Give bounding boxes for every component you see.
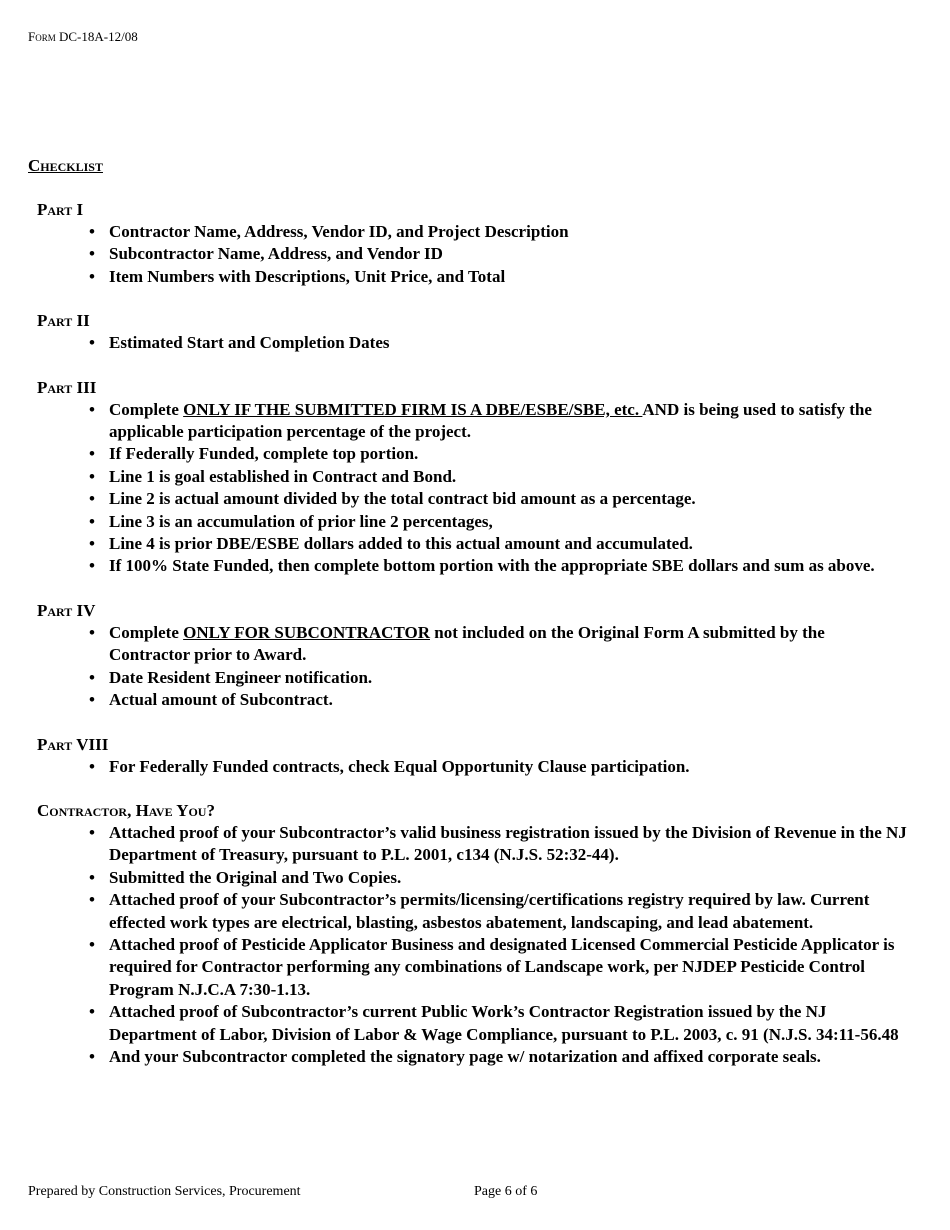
checklist-list [0, 822, 950, 1068]
item-text: For Federally Funded contracts, check Equal Opportunity Clause participation. [109, 756, 690, 776]
emphasis-text: ONLY FOR SUBCONTRACTOR [183, 622, 430, 642]
item-text: Date Resident Engineer notification. [109, 667, 373, 687]
checklist-item [89, 1001, 909, 1046]
emphasis-text: ONLY IF THE SUBMITTED FIRM IS A DBE/ESBE/SBE, etc. [183, 399, 643, 419]
bullet-icon: • [89, 867, 95, 887]
item-text: Attached proof of your Subcontractor’s valid business registration issued by the Division of Revenue in the NJ Department of Treasury, pursuant to P.L. 2001, c134 (N.J.S. 52:32-44). [109, 822, 907, 865]
checklist-item [89, 332, 909, 354]
form-id: Form DC-18A-12/08 [28, 29, 138, 44]
bullet-icon: • [89, 399, 95, 419]
section-title: Part II [37, 311, 90, 331]
footer-prepared-by: Prepared by Construction Services, Procurement [28, 1184, 301, 1199]
bullet-icon: • [89, 934, 95, 954]
footer-page-number: Page 6 of 6 [474, 1184, 538, 1199]
bullet-icon: • [89, 890, 95, 910]
item-text: And your Subcontractor completed the signatory page w/ notarization and affixed corporate seals. [109, 1046, 821, 1066]
section-title: Contractor, Have You? [37, 800, 215, 820]
section-4 [0, 600, 950, 712]
section-5 [0, 734, 950, 778]
section-3 [0, 377, 950, 578]
item-text: not included on the Original Form A submitted by the Contractor prior to Award. [109, 622, 825, 665]
checklist-sections [0, 199, 950, 1090]
bullet-icon: • [89, 1046, 95, 1066]
checklist-item [89, 466, 909, 488]
item-text: Subcontractor Name, Address, and Vendor ID [109, 244, 443, 264]
checklist-item [89, 243, 909, 265]
bullet-icon: • [89, 511, 95, 531]
section-title: Part III [37, 377, 97, 397]
checklist-item [89, 533, 909, 555]
bullet-icon: • [89, 444, 95, 464]
section-1 [0, 199, 950, 288]
bullet-icon: • [89, 1002, 95, 1022]
checklist-item [89, 667, 909, 689]
checklist-item [89, 822, 909, 867]
bullet-icon: • [89, 556, 95, 576]
checklist-item [89, 266, 909, 288]
bullet-icon: • [89, 690, 95, 710]
checklist-item [89, 622, 909, 667]
item-text: Submitted the Original and Two Copies. [109, 867, 402, 887]
item-text: Line 4 is prior DBE/ESBE dollars added to this actual amount and accumulated. [109, 534, 693, 554]
checklist-item [89, 889, 909, 934]
checklist-item [89, 934, 909, 1001]
checklist-item [89, 511, 909, 533]
section-title: Part VIII [37, 734, 109, 754]
checklist-list [0, 622, 950, 712]
item-text: Attached proof of your Subcontractor’s permits/licensing/certifications registry required by law. Current effected work types are electrical, blasting, asbestos abatement, landscaping, and lead abatement. [109, 890, 870, 932]
bullet-icon: • [89, 489, 95, 509]
item-text: Line 3 is an accumulation of prior line 2 percentages, [109, 511, 493, 531]
section-2 [0, 310, 950, 354]
bullet-icon: • [89, 466, 95, 486]
item-text: Attached proof of Subcontractor’s current Public Work’s Contractor Registration issued by the NJ Department of Labor, Division of Labor & Wage Compliance, pursuant to P.L. 2003, c. 91 (N.J.S. 34:11-56.48 [109, 1002, 899, 1044]
bullet-icon: • [89, 622, 95, 642]
bullet-icon: • [89, 266, 95, 286]
bullet-icon: • [89, 822, 95, 842]
bullet-icon: • [89, 534, 95, 554]
bullet-icon: • [89, 333, 95, 353]
checklist-item [89, 443, 909, 465]
section-title: Part I [37, 200, 84, 219]
item-text: Line 1 is goal established in Contract and Bond. [109, 466, 457, 486]
item-text: Contractor Name, Address, Vendor ID, and Project Description [109, 222, 569, 241]
checklist-item [89, 1046, 909, 1068]
checklist-list [0, 756, 950, 778]
item-text: If Federally Funded, complete top portion. [109, 444, 419, 464]
checklist-list [0, 332, 950, 354]
section-title: Part IV [37, 600, 96, 620]
checklist-list [0, 399, 950, 578]
checklist-item [89, 689, 909, 711]
item-text: AND is being used to satisfy the applicable participation percentage of the project. [109, 399, 872, 442]
checklist-item [89, 488, 909, 510]
item-text: Estimated Start and Completion Dates [109, 333, 390, 353]
item-text: Line 2 is actual amount divided by the total contract bid amount as a percentage. [109, 489, 696, 509]
checklist-list [0, 221, 950, 288]
bullet-icon: • [89, 244, 95, 264]
item-text: Actual amount of Subcontract. [109, 690, 333, 710]
checklist-item [89, 555, 909, 577]
section-6 [0, 800, 950, 1068]
page-title: Checklist [28, 156, 103, 175]
bullet-icon: • [89, 222, 95, 241]
item-text: If 100% State Funded, then complete bottom portion with the appropriate SBE dollars and sum as above. [109, 556, 875, 576]
item-text: Attached proof of Pesticide Applicator Business and designated Licensed Commercial Pesticide Applicator is required for Contractor performing any combinations of Landscape work, per NJDEP Pesticide Control Program N.J.C.A 7:30-1.13. [109, 934, 895, 999]
bullet-icon: • [89, 756, 95, 776]
checklist-item [89, 399, 909, 444]
item-text: Complete [109, 622, 184, 642]
item-text: Item Numbers with Descriptions, Unit Price, and Total [109, 266, 506, 286]
bullet-icon: • [89, 667, 95, 687]
checklist-item [89, 756, 909, 778]
item-text: Complete [109, 399, 184, 419]
checklist-item [89, 867, 909, 889]
checklist-item [89, 221, 909, 243]
